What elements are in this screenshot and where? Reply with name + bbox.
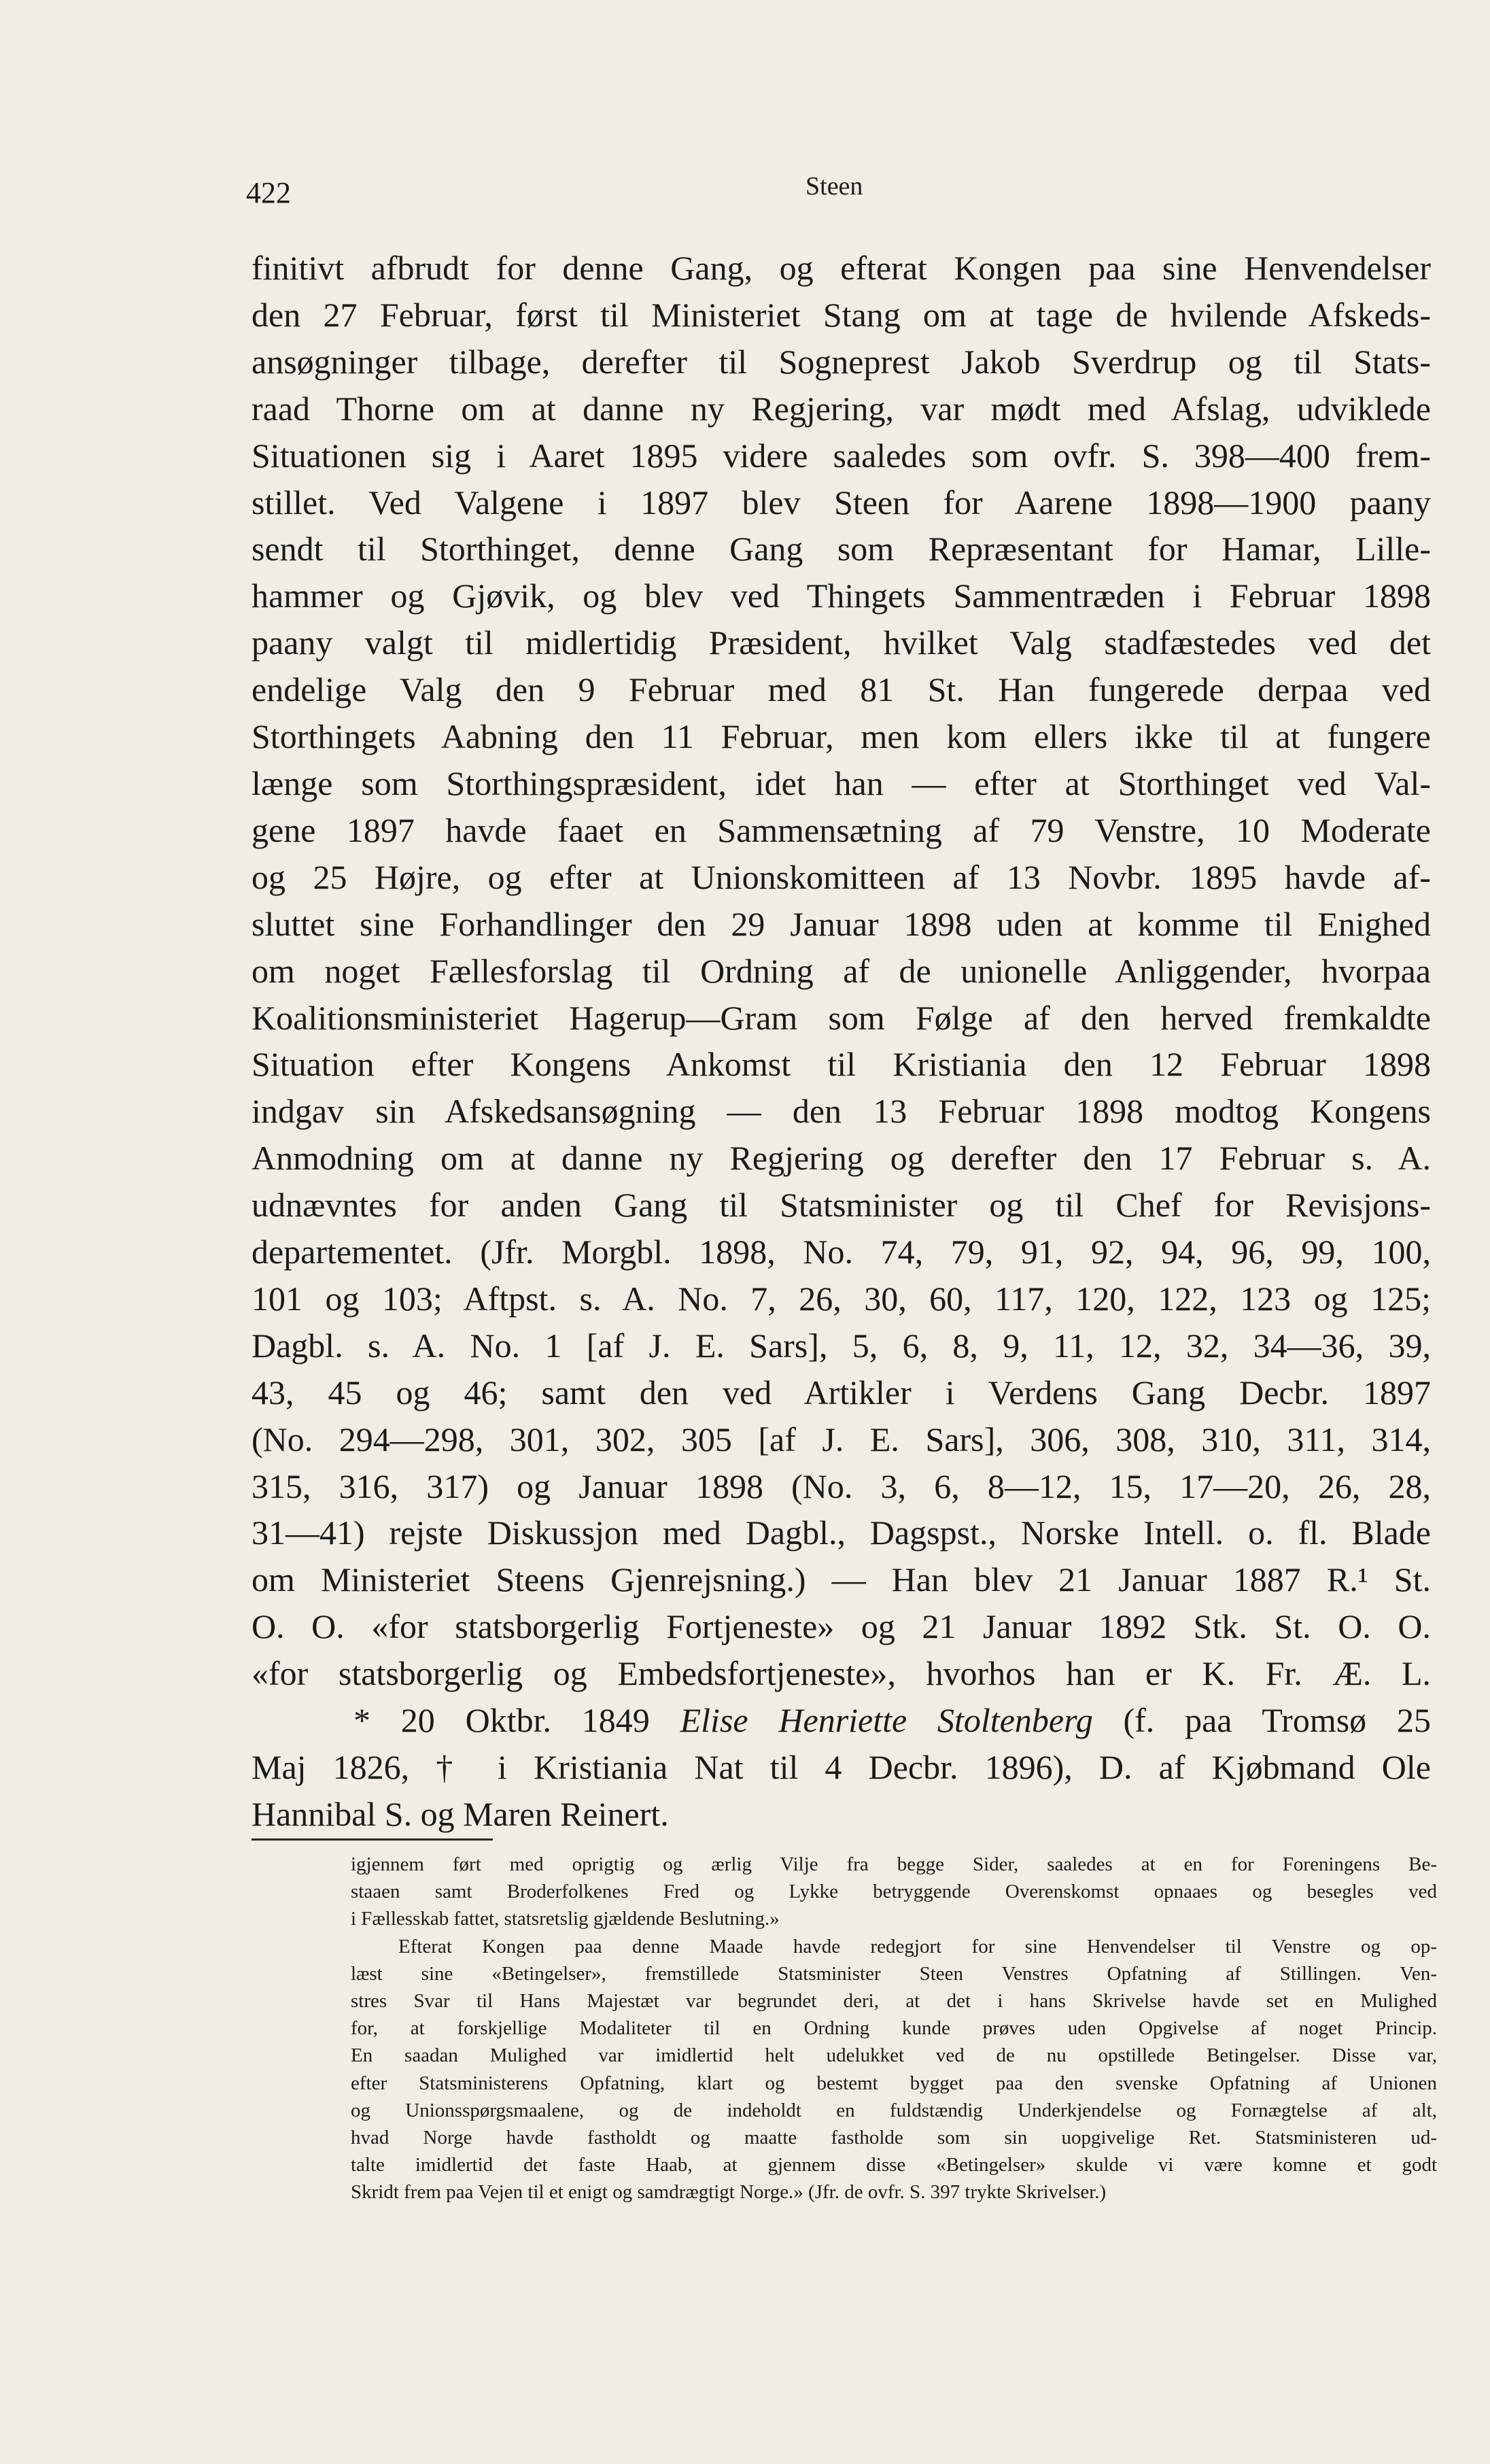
footnote (351, 1851, 1437, 2206)
text-line: Situationen sig i Aaret 1895 videre saaledes som ovfr. S. 398—400 frem- (252, 436, 1431, 475)
text-line: 43, 45 og 46; samt den ved Artikler i Verdens Gang Decbr. 1897 (252, 1373, 1431, 1411)
footnote-line: og Unionsspørgsmaalene, og de indeholdt en fuldstændig Underkjendelse og Fornægtelse af alt, (351, 2099, 1437, 2121)
text-line: sendt til Storthinget, denne Gang som Repræsentant for Hamar, Lille- (252, 530, 1431, 568)
text-line: stillet. Ved Valgene i 1897 blev Steen for Aarene 1898—1900 paany (252, 483, 1431, 521)
text-line: «for statsborgerlig og Embedsfortjeneste», hvorhos han er K. Fr. Æ. L. (252, 1654, 1431, 1693)
footnote-line: En saadan Mulighed var imidlertid helt udelukket ved de nu opstillede Betingelser. Disse var, (351, 2044, 1437, 2067)
footnote-line: efter Statsministerens Opfatning, klart og bestemt bygget paa den svenske Opfatning af Unionen (351, 2072, 1437, 2094)
text-line: 101 og 103; Aftpst. s. A. No. 7, 26, 30, 60, 117, 120, 122, 123 og 125; (252, 1279, 1431, 1318)
text-line: 31—41) rejste Diskussjon med Dagbl., Dagspst., Norske Intell. o. fl. Blade (252, 1513, 1431, 1552)
text-line: Storthingets Aabning den 11 Februar, men kom ellers ikke til at fungere (252, 717, 1431, 756)
text-line: udnævntes for anden Gang til Statsminister og til Chef for Revisjons- (252, 1186, 1431, 1225)
text-line: om noget Fællesforslag til Ordning af de unionelle Anliggender, hvorpaa (252, 951, 1431, 990)
text-line: Situation efter Kongens Ankomst til Kristiania den 12 Februar 1898 (252, 1045, 1431, 1084)
footnote-line: stres Svar til Hans Majestæt var begrundet deri, at det i hans Skrivelse havde set en Mulighed (351, 1990, 1437, 2013)
text-line: Anmodning om at danne ny Regjering og derefter den 17 Februar s. A. (252, 1139, 1431, 1178)
footnote-rule (252, 1838, 493, 1841)
text-line: den 27 Februar, først til Ministeriet Stang om at tage de hvilende Afskeds- (252, 295, 1431, 334)
text-line: Koalitionsministeriet Hagerup—Gram som Følge af den herved fremkaldte (252, 998, 1431, 1037)
text-line: Hannibal S. og Maren Reinert. (252, 1794, 669, 1833)
main-text (252, 245, 1431, 1838)
text-line: og 25 Højre, og efter at Unionskomitteen af 13 Novbr. 1895 havde af- (252, 857, 1431, 896)
footnote-line: for, at forskjellige Modaliteter til en Ordning kunde prøves uden Opgivelse af noget Princip. (351, 2017, 1437, 2040)
footnote-line: staaen samt Broderfolkenes Fred og Lykke betryggende Overenskomst opnaaes og besegles ved (351, 1881, 1437, 1903)
text-line: (No. 294—298, 301, 302, 305 [af J. E. Sars], 306, 308, 310, 311, 314, (252, 1420, 1431, 1458)
text-line: 315, 316, 317) og Januar 1898 (No. 3, 6, 8—12, 15, 17—20, 26, 28, (252, 1467, 1431, 1505)
text-line: paany valgt til midlertidig Præsident, hvilket Valg stadfæstedes ved det (252, 623, 1431, 662)
text-line: raad Thorne om at danne ny Regjering, var mødt med Afslag, udviklede (252, 389, 1431, 428)
text-line: Maj 1826, † i Kristiania Nat til 4 Decbr. 1896), D. af Kjøbmand Ole (252, 1748, 1431, 1786)
footnote-line: talte imidlertid det faste Haab, at gjennem disse «Betingelser» skulde vi være komne et godt (351, 2154, 1437, 2176)
text-line: ansøgninger tilbage, derefter til Sogneprest Jakob Sverdrup og til Stats- (252, 342, 1431, 381)
footnote-line: Efterat Kongen paa denne Maade havde redegjort for sine Henvendelser til Venstre og op- (398, 1935, 1437, 1957)
text-line: finitivt afbrudt for denne Gang, og efterat Kongen paa sine Henvendelser (252, 249, 1431, 287)
footnote-line: hvad Norge havde fastholdt og maatte fastholde som sin uopgivelige Ret. Statsministeren ud- (351, 2127, 1437, 2149)
text-line: sluttet sine Forhandlinger den 29 Januar 1898 uden at komme til Enighed (252, 904, 1431, 943)
running-head: Steen (805, 172, 863, 201)
spouse-name: Elise Henriette Stoltenberg (680, 1701, 1093, 1740)
marriage-line: * 20 Oktbr. 1849 Elise Henriette Stoltenberg (f. paa Tromsø 25 (353, 1701, 1431, 1740)
text-line: Dagbl. s. A. No. 1 [af J. E. Sars], 5, 6, 8, 9, 11, 12, 32, 34—36, 39, (252, 1326, 1431, 1365)
text-line: departementet. (Jfr. Morgbl. 1898, No. 74, 79, 91, 92, 94, 96, 99, 100, (252, 1233, 1431, 1271)
text-line: O. O. «for statsborgerlig Fortjeneste» og 21 Januar 1892 Stk. St. O. O. (252, 1607, 1431, 1646)
text-line: gene 1897 havde faaet en Sammensætning af 79 Venstre, 10 Moderate (252, 810, 1431, 849)
footnote-line: Skridt frem paa Vejen til et enigt og samdrægtigt Norge.» (Jfr. de ovfr. S. 397 trykte Skrivelser.) (351, 2181, 1107, 2204)
page-number: 422 (246, 176, 291, 209)
text-line: om Ministeriet Steens Gjenrejsning.) — Han blev 21 Januar 1887 R.¹ St. (252, 1560, 1431, 1599)
text-line: hammer og Gjøvik, og blev ved Thingets Sammentræden i Februar 1898 (252, 577, 1431, 615)
text-line: endelige Valg den 9 Februar med 81 St. Han fungerede derpaa ved (252, 670, 1431, 709)
footnote-line: i Fællesskab fattet, statsretslig gjældende Beslutning.» (351, 1908, 780, 1930)
text-line: indgav sin Afskedsansøgning — den 13 Februar 1898 modtog Kongens (252, 1092, 1431, 1131)
text-line: længe som Storthingspræsident, idet han — efter at Storthinget ved Val- (252, 764, 1431, 802)
footnote-line: læst sine «Betingelser», fremstillede Statsminister Steen Venstres Opfatning af Stillingen. Ven- (351, 1962, 1437, 1985)
footnote-line: igjennem ført med oprigtig og ærlig Vilje fra begge Sider, saaledes at en for Foreningens Be- (351, 1853, 1437, 1875)
